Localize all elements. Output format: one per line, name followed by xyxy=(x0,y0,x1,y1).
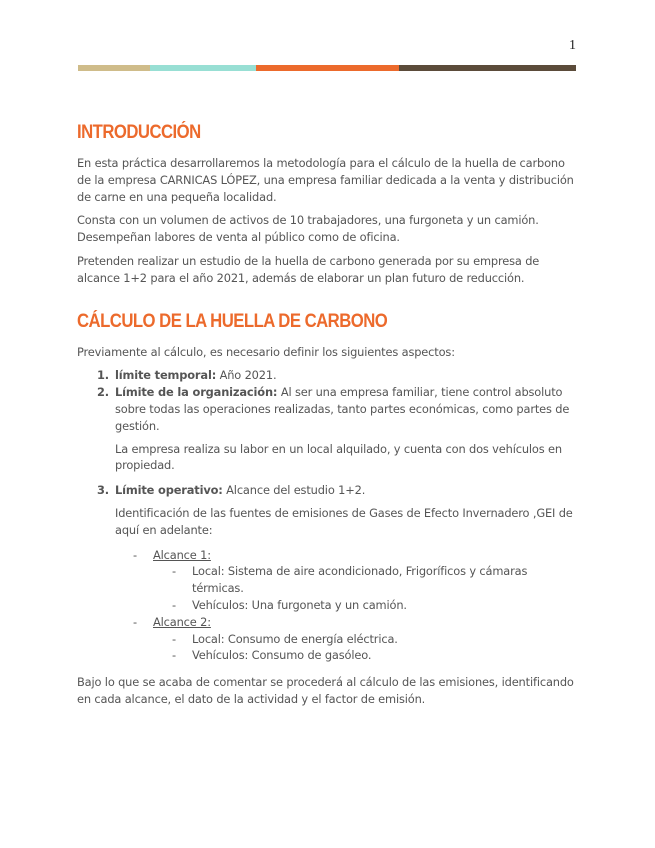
intro-heading: INTRODUCCIÓN xyxy=(77,122,201,143)
dash-bullet: - xyxy=(172,597,176,612)
dash-bullet: - xyxy=(133,547,137,562)
scope-title: Alcance 2: xyxy=(153,614,211,629)
scope-entry-text: Vehículos: Consumo de gasóleo. xyxy=(192,648,372,663)
scope-entries xyxy=(153,563,582,613)
scope-entry xyxy=(115,563,582,597)
scope-entry-text: Local: Consumo de energía eléctrica. xyxy=(192,631,398,646)
bar-segment-aqua xyxy=(150,65,256,71)
intro-paragraph-3: Pretenden realizar un estudio de la huella de carbono generada por su empresa de alcance 1+2 para el año 2021, además de elaborar un plan futuro de reducción. xyxy=(77,253,540,285)
list-item-text: Al ser una empresa familiar, tiene control absoluto sobre todas las operaciones realizadas, tanto partes económicas, como partes de gestión. xyxy=(115,385,570,433)
scope-entry xyxy=(115,597,582,614)
list-item-label: límite temporal: xyxy=(115,368,217,383)
bar-segment-brown xyxy=(399,65,576,71)
list-item-label: Límite de la organización: xyxy=(115,385,278,400)
scopes-list xyxy=(115,547,582,665)
aspects-list xyxy=(77,367,582,664)
dash-bullet: - xyxy=(172,648,176,663)
intro-paragraph-1: En esta práctica desarrollaremos la metodología para el cálculo de la huella de carbono de la empresa CARNICAS LÓPEZ, una empresa familiar dedicada a la venta y distribución de carne en una pequeña localidad. xyxy=(77,156,574,204)
scope-entry xyxy=(115,631,582,648)
scope-entries xyxy=(153,631,582,665)
bar-segment-tan xyxy=(78,65,150,71)
document-body xyxy=(77,118,582,715)
scope-item xyxy=(115,614,582,664)
list-item xyxy=(77,482,582,664)
list-item-text: Alcance del estudio 1+2. xyxy=(222,483,366,498)
list-item-label: Límite operativo: xyxy=(115,483,223,498)
scope-entry-text: Vehículos: Una furgoneta y un camión. xyxy=(192,597,407,612)
scope-title: Alcance 1: xyxy=(153,547,211,562)
list-item-extra: La empresa realiza su labor en un local alquilado, y cuenta con dos vehículos en propiedad. xyxy=(115,441,562,473)
list-item-extra: Identificación de las fuentes de emisiones de Gases de Efecto Invernadero ,GEI de aquí en adelante: xyxy=(115,505,573,537)
closing-paragraph: Bajo lo que se acaba de comentar se procederá al cálculo de las emisiones, identificando en cada alcance, el dato de la actividad y el factor de emisión. xyxy=(77,675,574,706)
header-color-bar xyxy=(78,65,576,71)
scope-entry-text: Local: Sistema de aire acondicionado, Frigoríficos y cámaras térmicas. xyxy=(192,564,528,596)
scope-item xyxy=(115,547,582,614)
bar-segment-orange xyxy=(256,65,399,71)
dash-bullet: - xyxy=(172,631,176,646)
list-item-number: 3. xyxy=(97,483,109,498)
list-item-number: 1. xyxy=(97,368,109,383)
intro-paragraph-2: Consta con un volumen de activos de 10 trabajadores, una furgoneta y un camión. Desempeñan labores de venta al público como de oficina. xyxy=(77,213,539,245)
calculo-heading: CÁLCULO DE LA HUELLA DE CARBONO xyxy=(77,310,388,332)
page-number: 1 xyxy=(569,38,576,53)
list-item xyxy=(77,384,582,474)
dash-bullet: - xyxy=(172,564,176,579)
dash-bullet: - xyxy=(133,614,137,629)
calculo-lead: Previamente al cálculo, es necesario definir los siguientes aspectos: xyxy=(77,344,455,359)
list-item-number: 2. xyxy=(97,385,109,400)
list-item-text: Año 2021. xyxy=(216,368,277,383)
scope-entry xyxy=(115,647,582,664)
list-item xyxy=(77,367,582,384)
